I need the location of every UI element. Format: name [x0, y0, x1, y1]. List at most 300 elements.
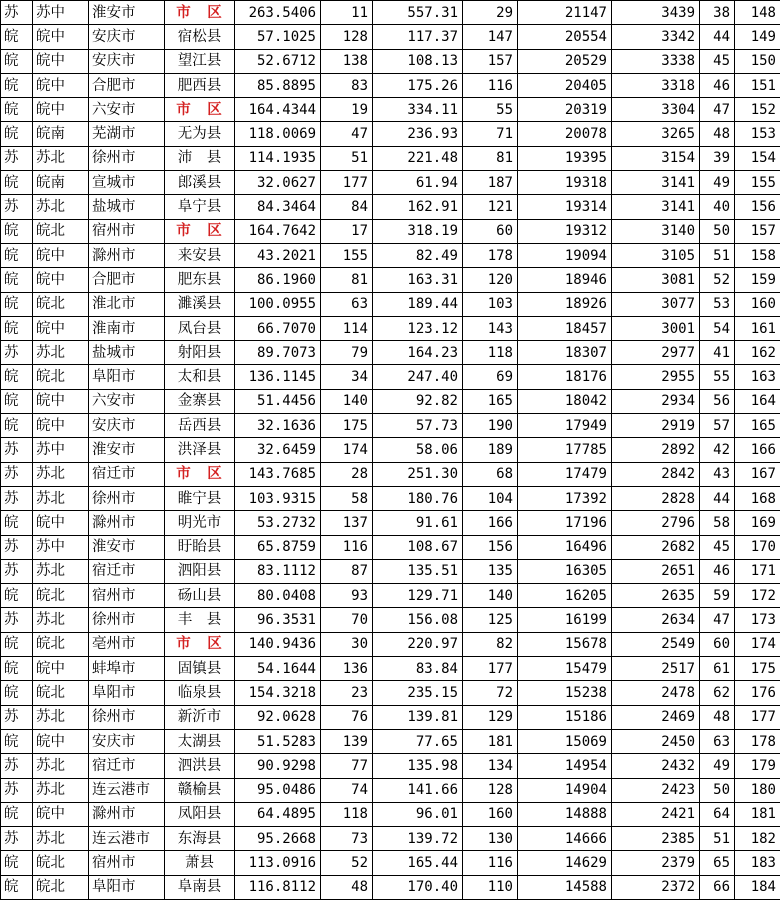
cell-rank-a: 81	[321, 268, 373, 292]
cell-province: 苏	[1, 827, 33, 851]
cell-city: 蚌埠市	[89, 657, 165, 681]
cell-rank-overall: 178	[735, 729, 780, 753]
cell-province: 皖	[1, 365, 33, 389]
cell-rank-a: 47	[321, 122, 373, 146]
table-row	[1, 414, 780, 438]
table-row	[1, 122, 780, 146]
cell-value-a: 54.1644	[235, 657, 321, 681]
cell-value-a: 140.9436	[235, 632, 321, 656]
cell-value-b: 61.94	[373, 171, 463, 195]
cell-city: 宣城市	[89, 171, 165, 195]
cell-value-a: 57.1025	[235, 25, 321, 49]
cell-county: 明光市	[165, 511, 235, 535]
table-row	[1, 25, 780, 49]
cell-value-a: 136.1145	[235, 365, 321, 389]
cell-rank-a: 34	[321, 365, 373, 389]
cell-value-a: 64.4895	[235, 802, 321, 826]
table-row	[1, 195, 780, 219]
cell-region: 皖中	[33, 243, 89, 267]
cell-value-d: 2634	[612, 608, 700, 632]
cell-city: 淮安市	[89, 535, 165, 559]
cell-rank-a: 116	[321, 535, 373, 559]
cell-county: 无为县	[165, 122, 235, 146]
cell-value-b: 220.97	[373, 632, 463, 656]
cell-rank-overall: 174	[735, 632, 780, 656]
table-row	[1, 438, 780, 462]
cell-value-a: 52.6712	[235, 49, 321, 73]
cell-rank-overall: 163	[735, 365, 780, 389]
cell-city: 合肥市	[89, 73, 165, 97]
cell-province: 苏	[1, 486, 33, 510]
cell-region: 皖北	[33, 681, 89, 705]
cell-rank-province: 41	[700, 341, 735, 365]
cell-value-a: 83.1112	[235, 559, 321, 583]
table-row	[1, 608, 780, 632]
cell-county: 赣榆县	[165, 778, 235, 802]
cell-rank-a: 155	[321, 243, 373, 267]
cell-rank-province: 58	[700, 511, 735, 535]
cell-rank-a: 52	[321, 851, 373, 875]
cell-county: 宿松县	[165, 25, 235, 49]
cell-rank-province: 43	[700, 462, 735, 486]
cell-value-c: 14588	[518, 875, 612, 899]
cell-value-a: 113.0916	[235, 851, 321, 875]
cell-value-d: 3154	[612, 146, 700, 170]
table-row	[1, 1, 780, 25]
cell-value-b: 108.13	[373, 49, 463, 73]
cell-value-a: 95.2668	[235, 827, 321, 851]
cell-value-c: 20319	[518, 98, 612, 122]
cell-county: 泗阳县	[165, 559, 235, 583]
cell-rank-a: 73	[321, 827, 373, 851]
cell-province: 皖	[1, 171, 33, 195]
cell-value-a: 84.3464	[235, 195, 321, 219]
cell-county: 肥东县	[165, 268, 235, 292]
cell-rank-overall: 172	[735, 584, 780, 608]
cell-rank-province: 63	[700, 729, 735, 753]
cell-rank-overall: 157	[735, 219, 780, 243]
cell-province: 皖	[1, 292, 33, 316]
cell-city: 徐州市	[89, 486, 165, 510]
cell-value-b: 221.48	[373, 146, 463, 170]
cell-county: 凤阳县	[165, 802, 235, 826]
cell-region: 苏北	[33, 486, 89, 510]
cell-value-d: 2450	[612, 729, 700, 753]
cell-value-d: 3141	[612, 195, 700, 219]
cell-value-b: 164.23	[373, 341, 463, 365]
cell-rank-province: 46	[700, 559, 735, 583]
cell-region: 苏北	[33, 754, 89, 778]
cell-city: 安庆市	[89, 729, 165, 753]
table-row	[1, 584, 780, 608]
cell-rank-province: 66	[700, 875, 735, 899]
cell-county: 郎溪县	[165, 171, 235, 195]
cell-rank-b: 60	[463, 219, 518, 243]
cell-county: 固镇县	[165, 657, 235, 681]
table-row	[1, 146, 780, 170]
cell-rank-province: 50	[700, 219, 735, 243]
cell-rank-province: 53	[700, 292, 735, 316]
cell-value-b: 180.76	[373, 486, 463, 510]
cell-county: 砀山县	[165, 584, 235, 608]
table-row	[1, 341, 780, 365]
cell-value-c: 17196	[518, 511, 612, 535]
cell-province: 皖	[1, 389, 33, 413]
cell-value-c: 15238	[518, 681, 612, 705]
cell-rank-b: 125	[463, 608, 518, 632]
cell-value-a: 103.9315	[235, 486, 321, 510]
table-row	[1, 802, 780, 826]
cell-county: 盱眙县	[165, 535, 235, 559]
cell-rank-province: 45	[700, 49, 735, 73]
cell-county: 岳西县	[165, 414, 235, 438]
cell-value-c: 16205	[518, 584, 612, 608]
cell-rank-overall: 182	[735, 827, 780, 851]
cell-rank-b: 68	[463, 462, 518, 486]
cell-rank-province: 38	[700, 1, 735, 25]
cell-value-a: 116.8112	[235, 875, 321, 899]
cell-value-c: 19312	[518, 219, 612, 243]
table-row	[1, 511, 780, 535]
cell-region: 皖中	[33, 49, 89, 73]
table-row	[1, 389, 780, 413]
cell-rank-overall: 170	[735, 535, 780, 559]
cell-region: 皖中	[33, 802, 89, 826]
cell-rank-b: 135	[463, 559, 518, 583]
cell-region: 苏北	[33, 341, 89, 365]
cell-city: 宿州市	[89, 851, 165, 875]
cell-rank-province: 48	[700, 705, 735, 729]
cell-region: 皖南	[33, 122, 89, 146]
cell-value-d: 2421	[612, 802, 700, 826]
table-row	[1, 98, 780, 122]
cell-rank-province: 55	[700, 365, 735, 389]
cell-county: 肥西县	[165, 73, 235, 97]
cell-province: 苏	[1, 608, 33, 632]
cell-rank-a: 137	[321, 511, 373, 535]
cell-value-d: 3304	[612, 98, 700, 122]
cell-rank-province: 64	[700, 802, 735, 826]
cell-rank-overall: 151	[735, 73, 780, 97]
cell-value-d: 3140	[612, 219, 700, 243]
cell-region: 苏中	[33, 1, 89, 25]
cell-value-a: 86.1960	[235, 268, 321, 292]
cell-city: 盐城市	[89, 195, 165, 219]
cell-rank-a: 84	[321, 195, 373, 219]
cell-value-c: 20405	[518, 73, 612, 97]
cell-value-c: 15678	[518, 632, 612, 656]
cell-rank-overall: 179	[735, 754, 780, 778]
cell-value-b: 108.67	[373, 535, 463, 559]
cell-region: 皖南	[33, 171, 89, 195]
cell-rank-overall: 152	[735, 98, 780, 122]
cell-value-a: 118.0069	[235, 122, 321, 146]
cell-value-c: 19314	[518, 195, 612, 219]
cell-value-a: 80.0408	[235, 584, 321, 608]
cell-value-c: 17392	[518, 486, 612, 510]
cell-value-a: 92.0628	[235, 705, 321, 729]
cell-rank-b: 156	[463, 535, 518, 559]
cell-value-b: 170.40	[373, 875, 463, 899]
table-row	[1, 268, 780, 292]
cell-city: 六安市	[89, 98, 165, 122]
cell-region: 皖北	[33, 292, 89, 316]
cell-province: 苏	[1, 462, 33, 486]
cell-province: 苏	[1, 1, 33, 25]
cell-value-b: 139.72	[373, 827, 463, 851]
cell-value-c: 17785	[518, 438, 612, 462]
cell-rank-overall: 175	[735, 657, 780, 681]
cell-value-d: 2478	[612, 681, 700, 705]
table-row	[1, 486, 780, 510]
cell-rank-province: 59	[700, 584, 735, 608]
table-body	[1, 1, 780, 900]
cell-rank-province: 47	[700, 608, 735, 632]
cell-province: 苏	[1, 705, 33, 729]
cell-rank-b: 118	[463, 341, 518, 365]
cell-county: 丰 县	[165, 608, 235, 632]
cell-value-b: 175.26	[373, 73, 463, 97]
cell-county: 凤台县	[165, 316, 235, 340]
cell-value-c: 14888	[518, 802, 612, 826]
cell-rank-overall: 149	[735, 25, 780, 49]
cell-city: 盐城市	[89, 341, 165, 365]
cell-rank-overall: 159	[735, 268, 780, 292]
cell-rank-overall: 166	[735, 438, 780, 462]
cell-value-d: 2423	[612, 778, 700, 802]
cell-province: 皖	[1, 802, 33, 826]
table-row	[1, 292, 780, 316]
cell-province: 苏	[1, 195, 33, 219]
cell-rank-province: 45	[700, 535, 735, 559]
cell-county: 泗洪县	[165, 754, 235, 778]
cell-value-a: 85.8895	[235, 73, 321, 97]
cell-rank-province: 46	[700, 73, 735, 97]
cell-value-c: 18307	[518, 341, 612, 365]
cell-region: 苏中	[33, 535, 89, 559]
cell-city: 芜湖市	[89, 122, 165, 146]
cell-province: 苏	[1, 778, 33, 802]
cell-province: 皖	[1, 73, 33, 97]
cell-rank-overall: 167	[735, 462, 780, 486]
cell-city: 淮安市	[89, 438, 165, 462]
cell-value-d: 3342	[612, 25, 700, 49]
cell-value-d: 2892	[612, 438, 700, 462]
cell-value-d: 2432	[612, 754, 700, 778]
cell-rank-a: 74	[321, 778, 373, 802]
cell-region: 皖北	[33, 365, 89, 389]
cell-city: 安庆市	[89, 49, 165, 73]
cell-region: 皖北	[33, 632, 89, 656]
cell-city: 安庆市	[89, 25, 165, 49]
cell-value-c: 20554	[518, 25, 612, 49]
cell-rank-b: 129	[463, 705, 518, 729]
cell-rank-b: 187	[463, 171, 518, 195]
cell-value-d: 3318	[612, 73, 700, 97]
cell-city: 连云港市	[89, 778, 165, 802]
table-row	[1, 73, 780, 97]
cell-region: 皖中	[33, 25, 89, 49]
cell-province: 皖	[1, 98, 33, 122]
cell-city: 六安市	[89, 389, 165, 413]
cell-rank-province: 57	[700, 414, 735, 438]
cell-value-b: 77.65	[373, 729, 463, 753]
cell-city: 阜阳市	[89, 875, 165, 899]
cell-rank-a: 63	[321, 292, 373, 316]
cell-value-d: 2372	[612, 875, 700, 899]
cell-value-c: 14666	[518, 827, 612, 851]
cell-county: 望江县	[165, 49, 235, 73]
cell-province: 苏	[1, 438, 33, 462]
cell-city: 亳州市	[89, 632, 165, 656]
cell-region: 苏北	[33, 462, 89, 486]
cell-city: 徐州市	[89, 608, 165, 632]
cell-rank-b: 82	[463, 632, 518, 656]
table-row	[1, 681, 780, 705]
cell-rank-b: 116	[463, 73, 518, 97]
cell-rank-overall: 169	[735, 511, 780, 535]
cell-rank-a: 114	[321, 316, 373, 340]
cell-rank-a: 177	[321, 171, 373, 195]
cell-rank-overall: 164	[735, 389, 780, 413]
table-row	[1, 875, 780, 899]
cell-rank-province: 48	[700, 122, 735, 146]
cell-value-b: 92.82	[373, 389, 463, 413]
cell-rank-overall: 181	[735, 802, 780, 826]
cell-county: 东海县	[165, 827, 235, 851]
cell-rank-a: 58	[321, 486, 373, 510]
cell-value-b: 57.73	[373, 414, 463, 438]
cell-rank-b: 178	[463, 243, 518, 267]
cell-province: 苏	[1, 754, 33, 778]
cell-county: 太湖县	[165, 729, 235, 753]
cell-city: 安庆市	[89, 414, 165, 438]
cell-rank-a: 128	[321, 25, 373, 49]
cell-value-b: 165.44	[373, 851, 463, 875]
cell-rank-province: 44	[700, 486, 735, 510]
cell-rank-overall: 158	[735, 243, 780, 267]
cell-rank-b: 157	[463, 49, 518, 73]
cell-value-b: 82.49	[373, 243, 463, 267]
cell-rank-province: 42	[700, 438, 735, 462]
cell-rank-province: 62	[700, 681, 735, 705]
cell-city: 宿迁市	[89, 559, 165, 583]
cell-rank-province: 61	[700, 657, 735, 681]
cell-value-a: 154.3218	[235, 681, 321, 705]
cell-county: 洪泽县	[165, 438, 235, 462]
table-row	[1, 657, 780, 681]
cell-value-a: 95.0486	[235, 778, 321, 802]
cell-rank-b: 147	[463, 25, 518, 49]
cell-rank-b: 71	[463, 122, 518, 146]
cell-value-b: 235.15	[373, 681, 463, 705]
cell-value-d: 2919	[612, 414, 700, 438]
cell-rank-b: 134	[463, 754, 518, 778]
cell-province: 苏	[1, 341, 33, 365]
cell-value-b: 162.91	[373, 195, 463, 219]
cell-province: 皖	[1, 851, 33, 875]
cell-rank-overall: 153	[735, 122, 780, 146]
cell-value-c: 15479	[518, 657, 612, 681]
cell-city: 滁州市	[89, 243, 165, 267]
cell-province: 苏	[1, 146, 33, 170]
cell-rank-b: 110	[463, 875, 518, 899]
cell-rank-overall: 154	[735, 146, 780, 170]
cell-province: 皖	[1, 122, 33, 146]
cell-city: 滁州市	[89, 511, 165, 535]
cell-value-a: 89.7073	[235, 341, 321, 365]
cell-county: 金寨县	[165, 389, 235, 413]
cell-rank-a: 93	[321, 584, 373, 608]
cell-value-c: 16496	[518, 535, 612, 559]
cell-region: 皖中	[33, 268, 89, 292]
cell-value-d: 3338	[612, 49, 700, 73]
cell-value-c: 21147	[518, 1, 612, 25]
cell-value-b: 139.81	[373, 705, 463, 729]
cell-value-c: 19395	[518, 146, 612, 170]
cell-value-c: 18457	[518, 316, 612, 340]
cell-region: 皖中	[33, 511, 89, 535]
cell-province: 皖	[1, 511, 33, 535]
cell-rank-a: 87	[321, 559, 373, 583]
cell-region: 苏北	[33, 146, 89, 170]
cell-county: 市 区	[165, 1, 235, 25]
cell-region: 苏北	[33, 705, 89, 729]
cell-value-b: 557.31	[373, 1, 463, 25]
cell-value-d: 2651	[612, 559, 700, 583]
cell-rank-a: 19	[321, 98, 373, 122]
cell-value-b: 247.40	[373, 365, 463, 389]
cell-county: 太和县	[165, 365, 235, 389]
cell-rank-overall: 160	[735, 292, 780, 316]
cell-value-a: 143.7685	[235, 462, 321, 486]
cell-rank-a: 28	[321, 462, 373, 486]
cell-value-a: 263.5406	[235, 1, 321, 25]
cell-rank-b: 104	[463, 486, 518, 510]
cell-rank-a: 174	[321, 438, 373, 462]
cell-value-c: 14954	[518, 754, 612, 778]
cell-city: 宿迁市	[89, 462, 165, 486]
cell-value-c: 15186	[518, 705, 612, 729]
table-row	[1, 243, 780, 267]
cell-value-a: 114.1935	[235, 146, 321, 170]
table-row	[1, 754, 780, 778]
cell-rank-overall: 156	[735, 195, 780, 219]
cell-value-d: 3141	[612, 171, 700, 195]
cell-rank-b: 72	[463, 681, 518, 705]
cell-value-d: 2934	[612, 389, 700, 413]
cell-rank-province: 49	[700, 754, 735, 778]
cell-city: 淮北市	[89, 292, 165, 316]
cell-city: 宿州市	[89, 219, 165, 243]
cell-rank-b: 130	[463, 827, 518, 851]
cell-rank-b: 120	[463, 268, 518, 292]
cell-value-b: 141.66	[373, 778, 463, 802]
cell-county: 睢宁县	[165, 486, 235, 510]
cell-rank-a: 70	[321, 608, 373, 632]
cell-rank-province: 51	[700, 243, 735, 267]
cell-county: 萧县	[165, 851, 235, 875]
cell-rank-province: 47	[700, 98, 735, 122]
cell-region: 皖北	[33, 219, 89, 243]
cell-value-c: 19094	[518, 243, 612, 267]
cell-province: 皖	[1, 632, 33, 656]
cell-region: 皖中	[33, 389, 89, 413]
cell-region: 苏北	[33, 195, 89, 219]
cell-value-d: 2842	[612, 462, 700, 486]
cell-value-a: 96.3531	[235, 608, 321, 632]
cell-city: 宿迁市	[89, 754, 165, 778]
